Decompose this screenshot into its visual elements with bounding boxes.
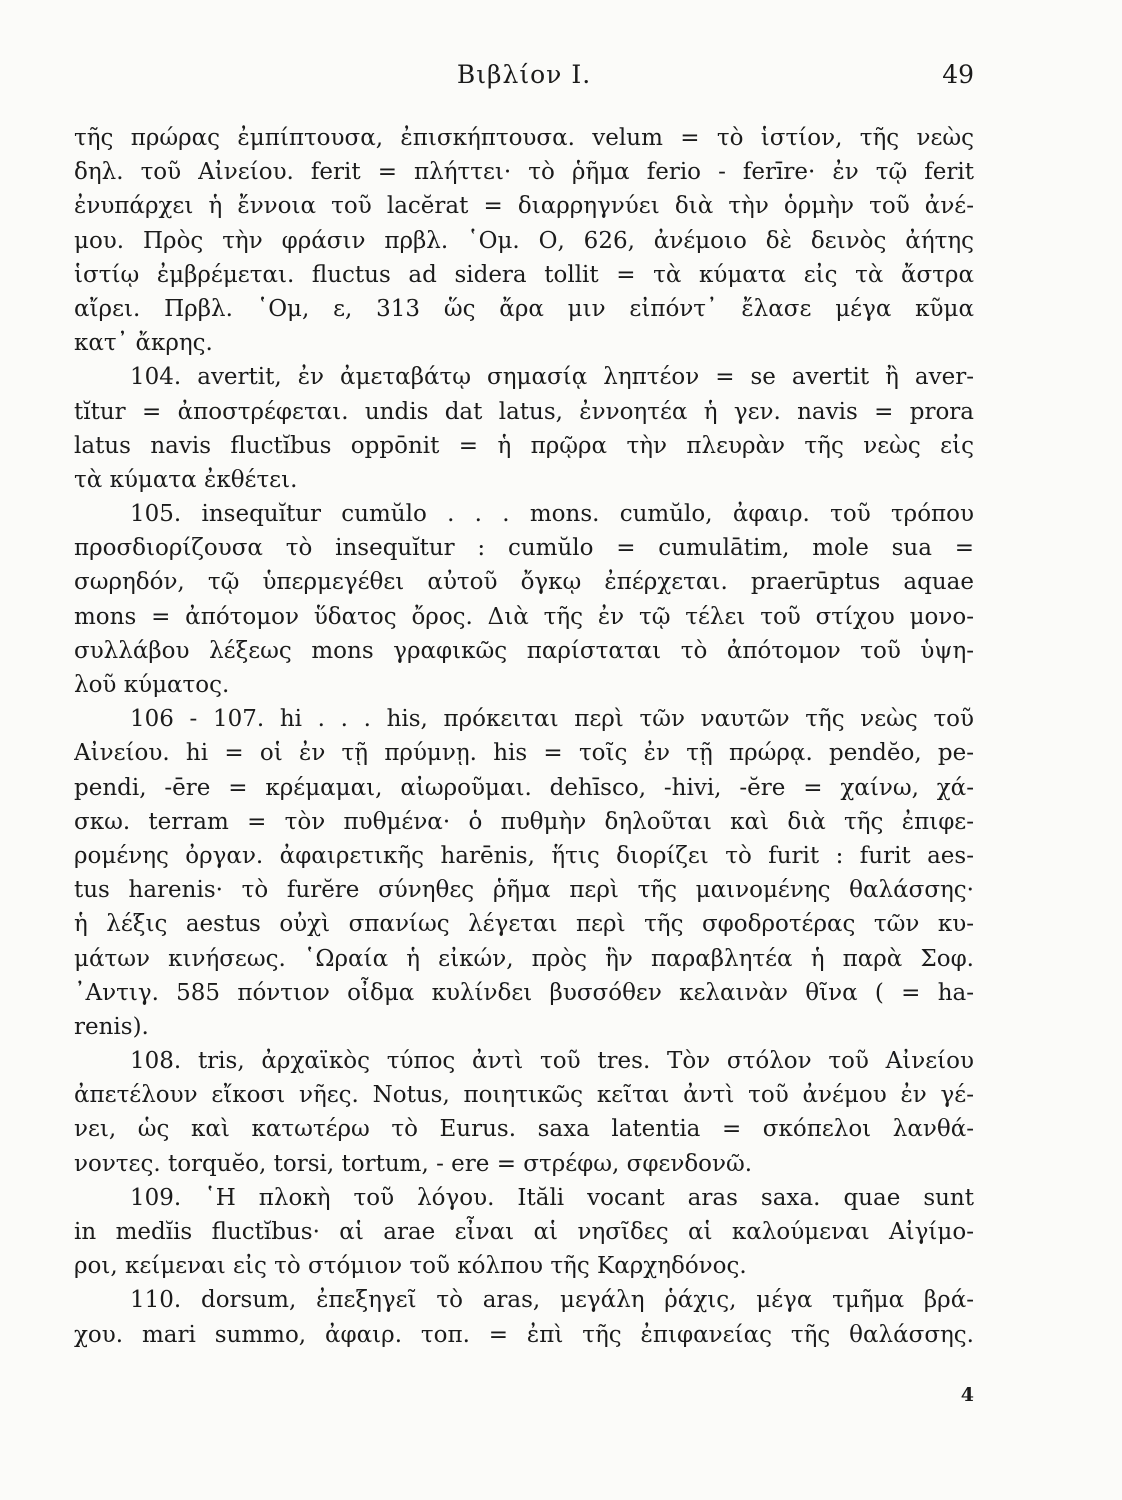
running-title: Βιβλίον Ι. bbox=[456, 60, 592, 89]
text-line: τὰ κύματα ἐκθέτει. bbox=[74, 466, 298, 493]
note-109: 109. ῾Η πλοκὴ τοῦ λόγου. Ităli vocant aras saxa. quae sunt bbox=[130, 1184, 974, 1211]
text-line: νοντες. torquĕo, torsi, tortum, - ere = στρέφω, σφενδονῶ. bbox=[74, 1150, 753, 1177]
text-line: δηλ. τοῦ Αἰνείου. ferit = πλήττει· τὸ ῥῆμα ferio - ferīre· ἐν τῷ ferit bbox=[74, 159, 974, 186]
text-line: in medĭis fluctĭbus· αἱ arae εἶναι αἱ νησῖδες αἱ καλούμεναι Αἰγίμο- bbox=[74, 1219, 974, 1245]
note-105: 105. insequĭtur cumŭlo . . . mons. cumŭlo, ἀφαιρ. τοῦ τρόπου bbox=[130, 501, 974, 528]
text-line: τῆς πρώρας ἐμπίπτουσα, ἐπισκήπτουσα. velum = τὸ ἱστίον, τῆς νεὼς bbox=[74, 125, 974, 151]
page-number: 49 bbox=[942, 60, 974, 89]
text-line: κατ᾿ ἄκρης. bbox=[74, 330, 213, 357]
text-line: ἀπετέλουν εἴκοσι νῆες. Notus, ποιητικῶς κεῖται ἀντὶ τοῦ ἀνέμου ἐν γέ- bbox=[74, 1082, 974, 1109]
text-line: μάτων κινήσεως. ῾Ωραία ἡ εἰκών, πρὸς ἣν παραβλητέα ἡ παρὰ Σοφ. bbox=[74, 945, 974, 972]
text-line: ροι, κείμεναι εἰς τὸ στόμιον τοῦ κόλπου τῆς Καρχηδόνος. bbox=[74, 1253, 747, 1280]
text-line: λοῦ κύματος. bbox=[74, 672, 230, 698]
text-line: νει, ὡς καὶ κατωτέρω τὸ Eurus. saxa latentia = σκόπελοι λανθά- bbox=[74, 1116, 974, 1143]
text-line: σωρηδόν, τῷ ὑπερμεγέθει αὐτοῦ ὄγκῳ ἐπέρχεται. praerūptus aquae bbox=[74, 569, 974, 596]
text-line: ἡ λέξις aestus οὐχὶ σπανίως λέγεται περὶ τῆς σφοδροτέρας τῶν κυ- bbox=[74, 911, 974, 938]
text-line: renis). bbox=[74, 1013, 149, 1040]
note-108: 108. tris, ἀρχαϊκὸς τύπος ἀντὶ τοῦ tres. Τὸν στόλον τοῦ Αἰνείου bbox=[130, 1048, 974, 1075]
note-110: 110. dorsum, ἐπεξηγεῖ τὸ aras, μεγάλη ῥάχις, μέγα τμῆμα βρά- bbox=[130, 1287, 974, 1314]
text-line: mons = ἀπότομον ὕδατος ὄρος. Διὰ τῆς ἐν τῷ τέλει τοῦ στίχου μονο- bbox=[74, 603, 974, 630]
text-line: ἱστίῳ ἐμβρέμεται. fluctus ad sidera tollit = τὰ κύματα εἰς τὰ ἄστρα bbox=[74, 261, 974, 288]
text-line: ρομένης ὀργαν. ἀφαιρετικῆς harēnis, ἥτις διορίζει τὸ furit : furit aes- bbox=[74, 842, 974, 869]
text-line: προσδιορίζουσα τὸ insequĭtur : cumŭlo = cumulātim, mole sua = bbox=[74, 535, 974, 562]
note-106-107: 106 - 107. hi . . . his, πρόκειται περὶ τῶν ναυτῶν τῆς νεὼς τοῦ bbox=[130, 706, 974, 733]
body-text bbox=[74, 121, 974, 1352]
page-header bbox=[74, 60, 974, 96]
text-line: Αἰνείου. hi = οἱ ἐν τῇ πρύμνῃ. his = τοῖς ἐν τῇ πρώρᾳ. pendĕo, pe- bbox=[74, 740, 974, 767]
signature-mark: 4 bbox=[960, 1384, 974, 1406]
text-line: συλλάβου λέξεως mons γραφικῶς παρίσταται τὸ ἀπότομον τοῦ ὑψη- bbox=[74, 637, 974, 664]
text-line: tĭtur = ἀποστρέφεται. undis dat latus, ἐννοητέα ἡ γεν. navis = prora bbox=[74, 398, 974, 425]
text-line: ᾿Αντιγ. 585 πόντιον οἶδμα κυλίνδει βυσσόθεν κελαινὰν θῖνα ( = ha- bbox=[74, 979, 974, 1006]
text-line: μου. Πρὸς τὴν φράσιν πρβλ. ῾Ομ. Ο, 626, ἀνέμοιο δὲ δεινὸς ἀήτης bbox=[74, 227, 974, 254]
text-line: tus harenis· τὸ furĕre σύνηθες ῥῆμα περὶ τῆς μαινομένης θαλάσσης· bbox=[74, 877, 974, 904]
text-line: pendi, -ēre = κρέμαμαι, αἰωροῦμαι. dehīsco, -hivi, -ĕre = χαίνω, χά- bbox=[74, 774, 974, 801]
text-line: χου. mari summo, ἀφαιρ. τοπ. = ἐπὶ τῆς ἐπιφανείας τῆς θαλάσσης. bbox=[74, 1321, 974, 1348]
text-line: latus navis fluctĭbus oppōnit = ἡ πρῷρα τὴν πλευρὰν τῆς νεὼς εἰς bbox=[74, 432, 974, 459]
text-line: σκω. terram = τὸν πυθμένα· ὁ πυθμὴν δηλοῦται καὶ διὰ τῆς ἐπιφε- bbox=[74, 808, 974, 835]
text-line: ἐνυπάρχει ἡ ἔννοια τοῦ lacĕrat = διαρρηγνύει διὰ τὴν ὁρμὴν τοῦ ἀνέ- bbox=[74, 193, 974, 220]
note-104: 104. avertit, ἐν ἀμεταβάτῳ σημασίᾳ ληπτέον = se avertit ἢ aver- bbox=[130, 364, 974, 391]
text-line: αἴρει. Πρβλ. ῾Ομ, ε, 313 ὥς ἄρα μιν εἰπόντ᾿ ἔλασε μέγα κῦμα bbox=[74, 295, 974, 322]
